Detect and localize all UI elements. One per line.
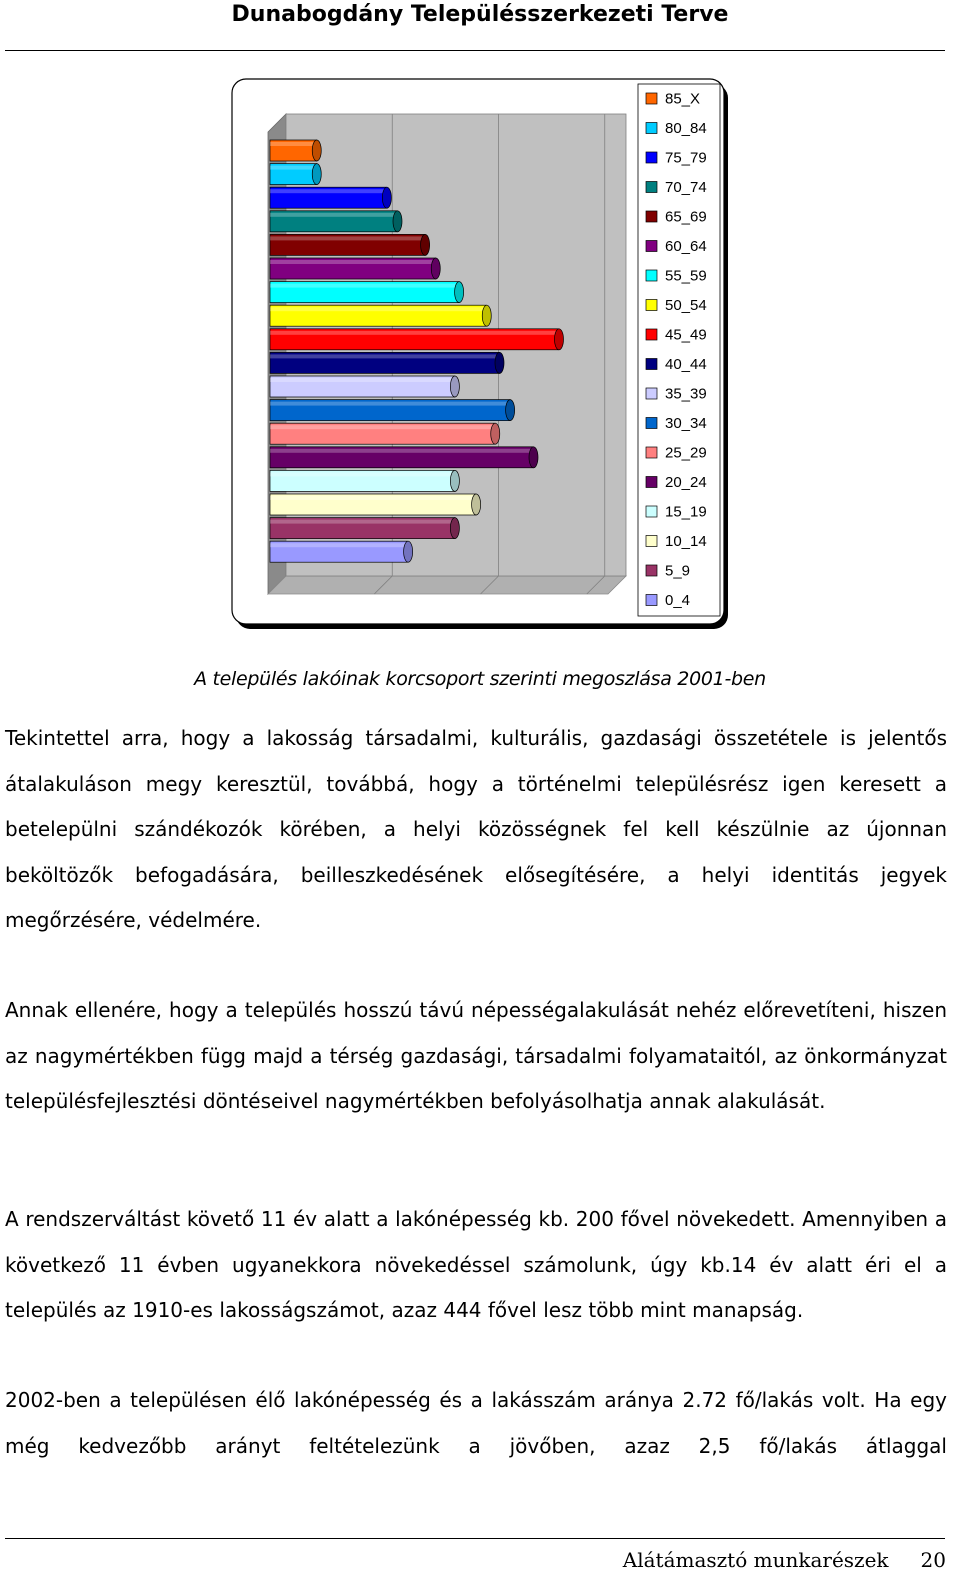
legend-label: 20_24 [665,474,707,491]
bar-end-cap [491,423,500,444]
bar-end-cap [555,329,564,350]
bar-highlight [270,496,476,500]
legend-label: 35_39 [665,385,707,403]
legend-swatch [646,536,657,547]
plot-floor [268,576,626,594]
legend-label: 85_X [665,90,701,108]
footer-label: Alátámasztó munkarészek [622,1548,889,1572]
age-group-chart [228,76,738,636]
legend-swatch [646,123,657,134]
bar-end-cap [506,400,515,421]
legend-label: 10_14 [665,533,707,550]
legend-swatch [646,152,657,163]
bar-end-cap [450,518,459,539]
bar-highlight [270,425,495,429]
legend-label: 75_79 [665,149,707,167]
bar-end-cap [421,234,430,255]
bar-highlight [270,284,459,288]
bar-end-cap [495,352,504,373]
bar-end-cap [312,140,321,161]
legend-swatch [646,359,657,370]
bar-highlight [270,166,317,170]
bar-end-cap [393,211,402,232]
legend-swatch [646,595,657,606]
bar-highlight [270,142,317,146]
bar-highlight [270,236,425,240]
legend-label: 55_59 [665,267,707,285]
footer-divider [5,1538,945,1539]
legend-swatch [646,447,657,458]
legend-swatch [646,477,657,488]
legend-swatch [646,329,657,340]
legend-swatch [646,388,657,399]
legend-label: 25_29 [665,444,707,462]
legend-label: 5_9 [665,562,691,580]
legend-swatch [646,241,657,252]
legend-label: 15_19 [665,503,707,521]
bar-highlight [270,260,436,264]
bar-end-cap [312,164,321,185]
bar-highlight [270,307,487,311]
paragraph-3: A rendszerváltást követő 11 év alatt a lakónépesség kb. 200 fővel növekedett. Amennyiben a következő 11 évben ugyanekkora növekedéssel számolunk, úgy kb.14 év alatt éri el a település az 1910-es lakosságszámot, azaz 444 fővel lesz több mint manapság. [5,1207,947,1322]
page-footer [623,1548,946,1572]
bar-highlight [270,402,510,406]
legend-swatch [646,418,657,429]
bar-highlight [270,189,387,193]
legend-label: 65_69 [665,208,707,226]
bar-highlight [270,331,559,335]
legend-label: 30_34 [665,415,707,432]
bar-highlight [270,449,534,453]
legend-label: 70_74 [665,179,707,196]
bar-highlight [270,543,408,547]
chart-caption: A település lakóinak korcsoport szerinti megoszlása 2001-ben [194,668,766,690]
legend-swatch [646,565,657,576]
bar-end-cap [404,541,413,562]
bar-end-cap [382,187,391,208]
legend-swatch [646,182,657,193]
paragraph-1: Tekintettel arra, hogy a lakosság társadalmi, kulturális, gazdasági összetétele is jelentős átalakuláson megy keresztül, továbbá, hogy a történelmi településrész igen keresett a betelepülni szándékozók körében, a helyi közösségnek fel kell készülnie az újonnan beköltözők befogadására, beilleszkedésének elősegítésére, a helyi identitás jegyek megőrzésére, védelmére. [5,726,947,932]
bar-highlight [270,472,455,476]
paragraph-4: 2002-ben a településen élő lakónépesség és a lakásszám aránya 2.72 fő/lakás volt. Ha egy még kedvezőbb arányt feltételezünk a jövőben, azaz 2,5 fő/lakás átlaggal [5,1388,947,1458]
legend-swatch [646,93,657,104]
bar-highlight [270,354,500,358]
bar-highlight [270,213,398,217]
bar-end-cap [482,305,491,326]
paragraph-2: Annak ellenére, hogy a település hosszú távú népességalakulását nehéz előrevetíteni, hiszen az nagymértékben függ majd a térség gazdasági, társadalmi folyamataitól, az önkormányzat településfejlesztési döntéseivel nagymértékben befolyásolhatja annak alakulását. [5,998,947,1113]
bar-highlight [270,378,455,382]
bar-highlight [270,520,455,524]
header-divider [5,50,945,51]
legend-swatch [646,211,657,222]
bar-end-cap [472,494,481,515]
legend-swatch [646,506,657,517]
legend-label: 50_54 [665,297,707,314]
bar-end-cap [455,282,464,303]
legend-swatch [646,300,657,311]
bar-end-cap [450,376,459,397]
chart-svg [228,76,738,636]
legend-label: 40_44 [665,356,707,373]
legend-label: 60_64 [665,238,707,255]
legend-label: 80_84 [665,120,707,137]
bar-end-cap [529,447,538,468]
page-header-title: Dunabogdány Településszerkezeti Terve [231,2,729,27]
bar-end-cap [450,470,459,491]
page-number: 20 [920,1548,946,1572]
legend-swatch [646,270,657,281]
legend-label: 45_49 [665,326,707,344]
bar-end-cap [431,258,440,279]
legend-label: 0_4 [665,592,691,609]
